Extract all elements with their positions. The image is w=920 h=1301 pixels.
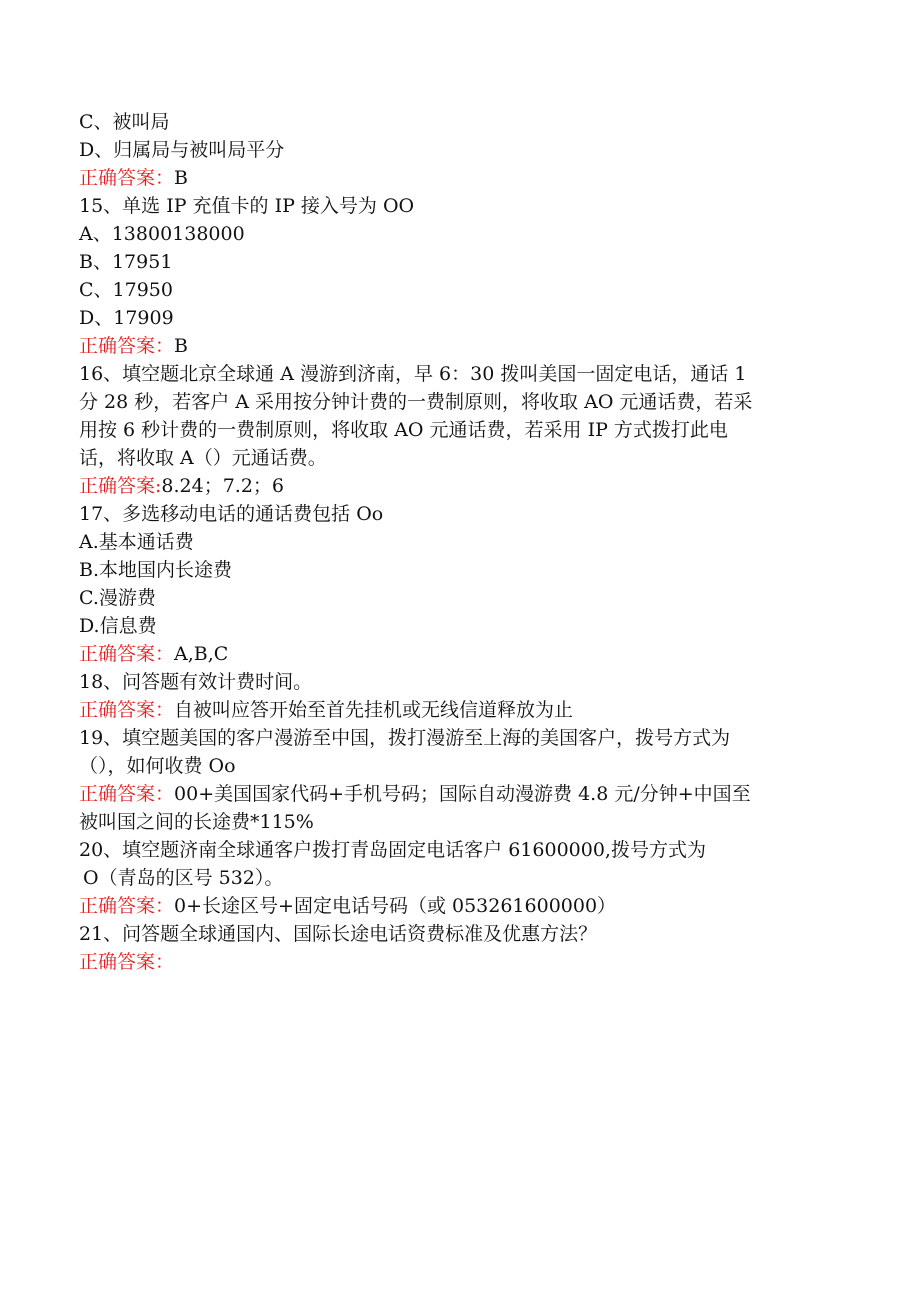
answer-label: 正确答案： — [79, 699, 175, 721]
answer-label: 正确答案： — [79, 335, 175, 357]
answer-label: 正确答案: — [79, 475, 162, 497]
option-line: A.基本通话费 — [79, 531, 194, 553]
option-line: C.漫游费 — [79, 587, 156, 609]
question-line: 15、单选 IP 充值卡的 IP 接入号为 OO — [79, 195, 415, 217]
question-line: 17、多选移动电话的通话费包括 Oo — [79, 503, 384, 525]
option-line: B、17951 — [79, 251, 173, 273]
answer-label: 正确答案： — [79, 783, 175, 805]
option-line: C、17950 — [79, 279, 173, 301]
answer-label: 正确答案： — [79, 167, 175, 189]
answer-line — [79, 332, 839, 360]
option-line: D、归属局与被叫局平分 — [79, 139, 285, 161]
answer-value: B — [174, 335, 188, 357]
question-line: 20、填空题济南全球通客户拨打青岛固定电话客户 61600000,拨号方式为 — [79, 839, 706, 861]
question-line: （），如何收费 Oo — [79, 755, 236, 777]
question-line: 19、填空题美国的客户漫游至中国，拨打漫游至上海的美国客户，拨号方式为 — [79, 727, 731, 749]
question-line: 16、填空题北京全球通 A 漫游到济南，早 6：30 拨叫美国一固定电话，通话 1 — [79, 363, 747, 385]
answer-line — [79, 780, 839, 808]
answer-label: 正确答案： — [79, 951, 175, 973]
answer-line — [79, 472, 839, 500]
question-line: 话，将收取 A（）元通话费。 — [79, 447, 327, 469]
option-line: B.本地国内长途费 — [79, 559, 233, 581]
answer-value: 0+长途区号+固定电话号码（或 053261600000） — [174, 895, 617, 917]
answer-value: 8.24；7.2；6 — [161, 475, 285, 497]
answer-line — [79, 892, 839, 920]
question-line: 21、问答题全球通国内、国际长途电话资费标准及优惠方法？ — [79, 923, 598, 945]
answer-line — [79, 696, 839, 724]
option-line: C、被叫局 — [79, 111, 170, 133]
option-line: A、13800138000 — [79, 223, 245, 245]
answer-line — [79, 948, 839, 976]
answer-label: 正确答案： — [79, 895, 175, 917]
question-line: O（青岛的区号 532）。 — [83, 867, 284, 889]
answer-value: 自被叫应答开始至首先挂机或无线信道释放为止 — [174, 699, 574, 721]
answer-line — [79, 640, 839, 668]
answer-line — [79, 164, 839, 192]
answer-value: A,B,C — [174, 643, 229, 665]
option-line: D、17909 — [79, 307, 174, 329]
document-page — [79, 108, 839, 976]
question-line: 用按 6 秒计费的一费制原则，将收取 AO 元通话费，若采用 IP 方式拨打此电 — [79, 419, 728, 441]
question-line: 18、问答题有效计费时间。 — [79, 671, 313, 693]
answer-label: 正确答案： — [79, 643, 175, 665]
option-line: D.信息费 — [79, 615, 157, 637]
question-line: 分 28 秒，若客户 A 采用按分钟计费的一费制原则，将收取 AO 元通话费，若采 — [79, 391, 753, 413]
answer-value: B — [174, 167, 188, 189]
answer-continuation: 被叫国之间的长途费*115% — [79, 811, 314, 833]
answer-value: 00+美国国家代码+手机号码；国际自动漫游费 4.8 元/分钟+中国至 — [174, 783, 751, 805]
